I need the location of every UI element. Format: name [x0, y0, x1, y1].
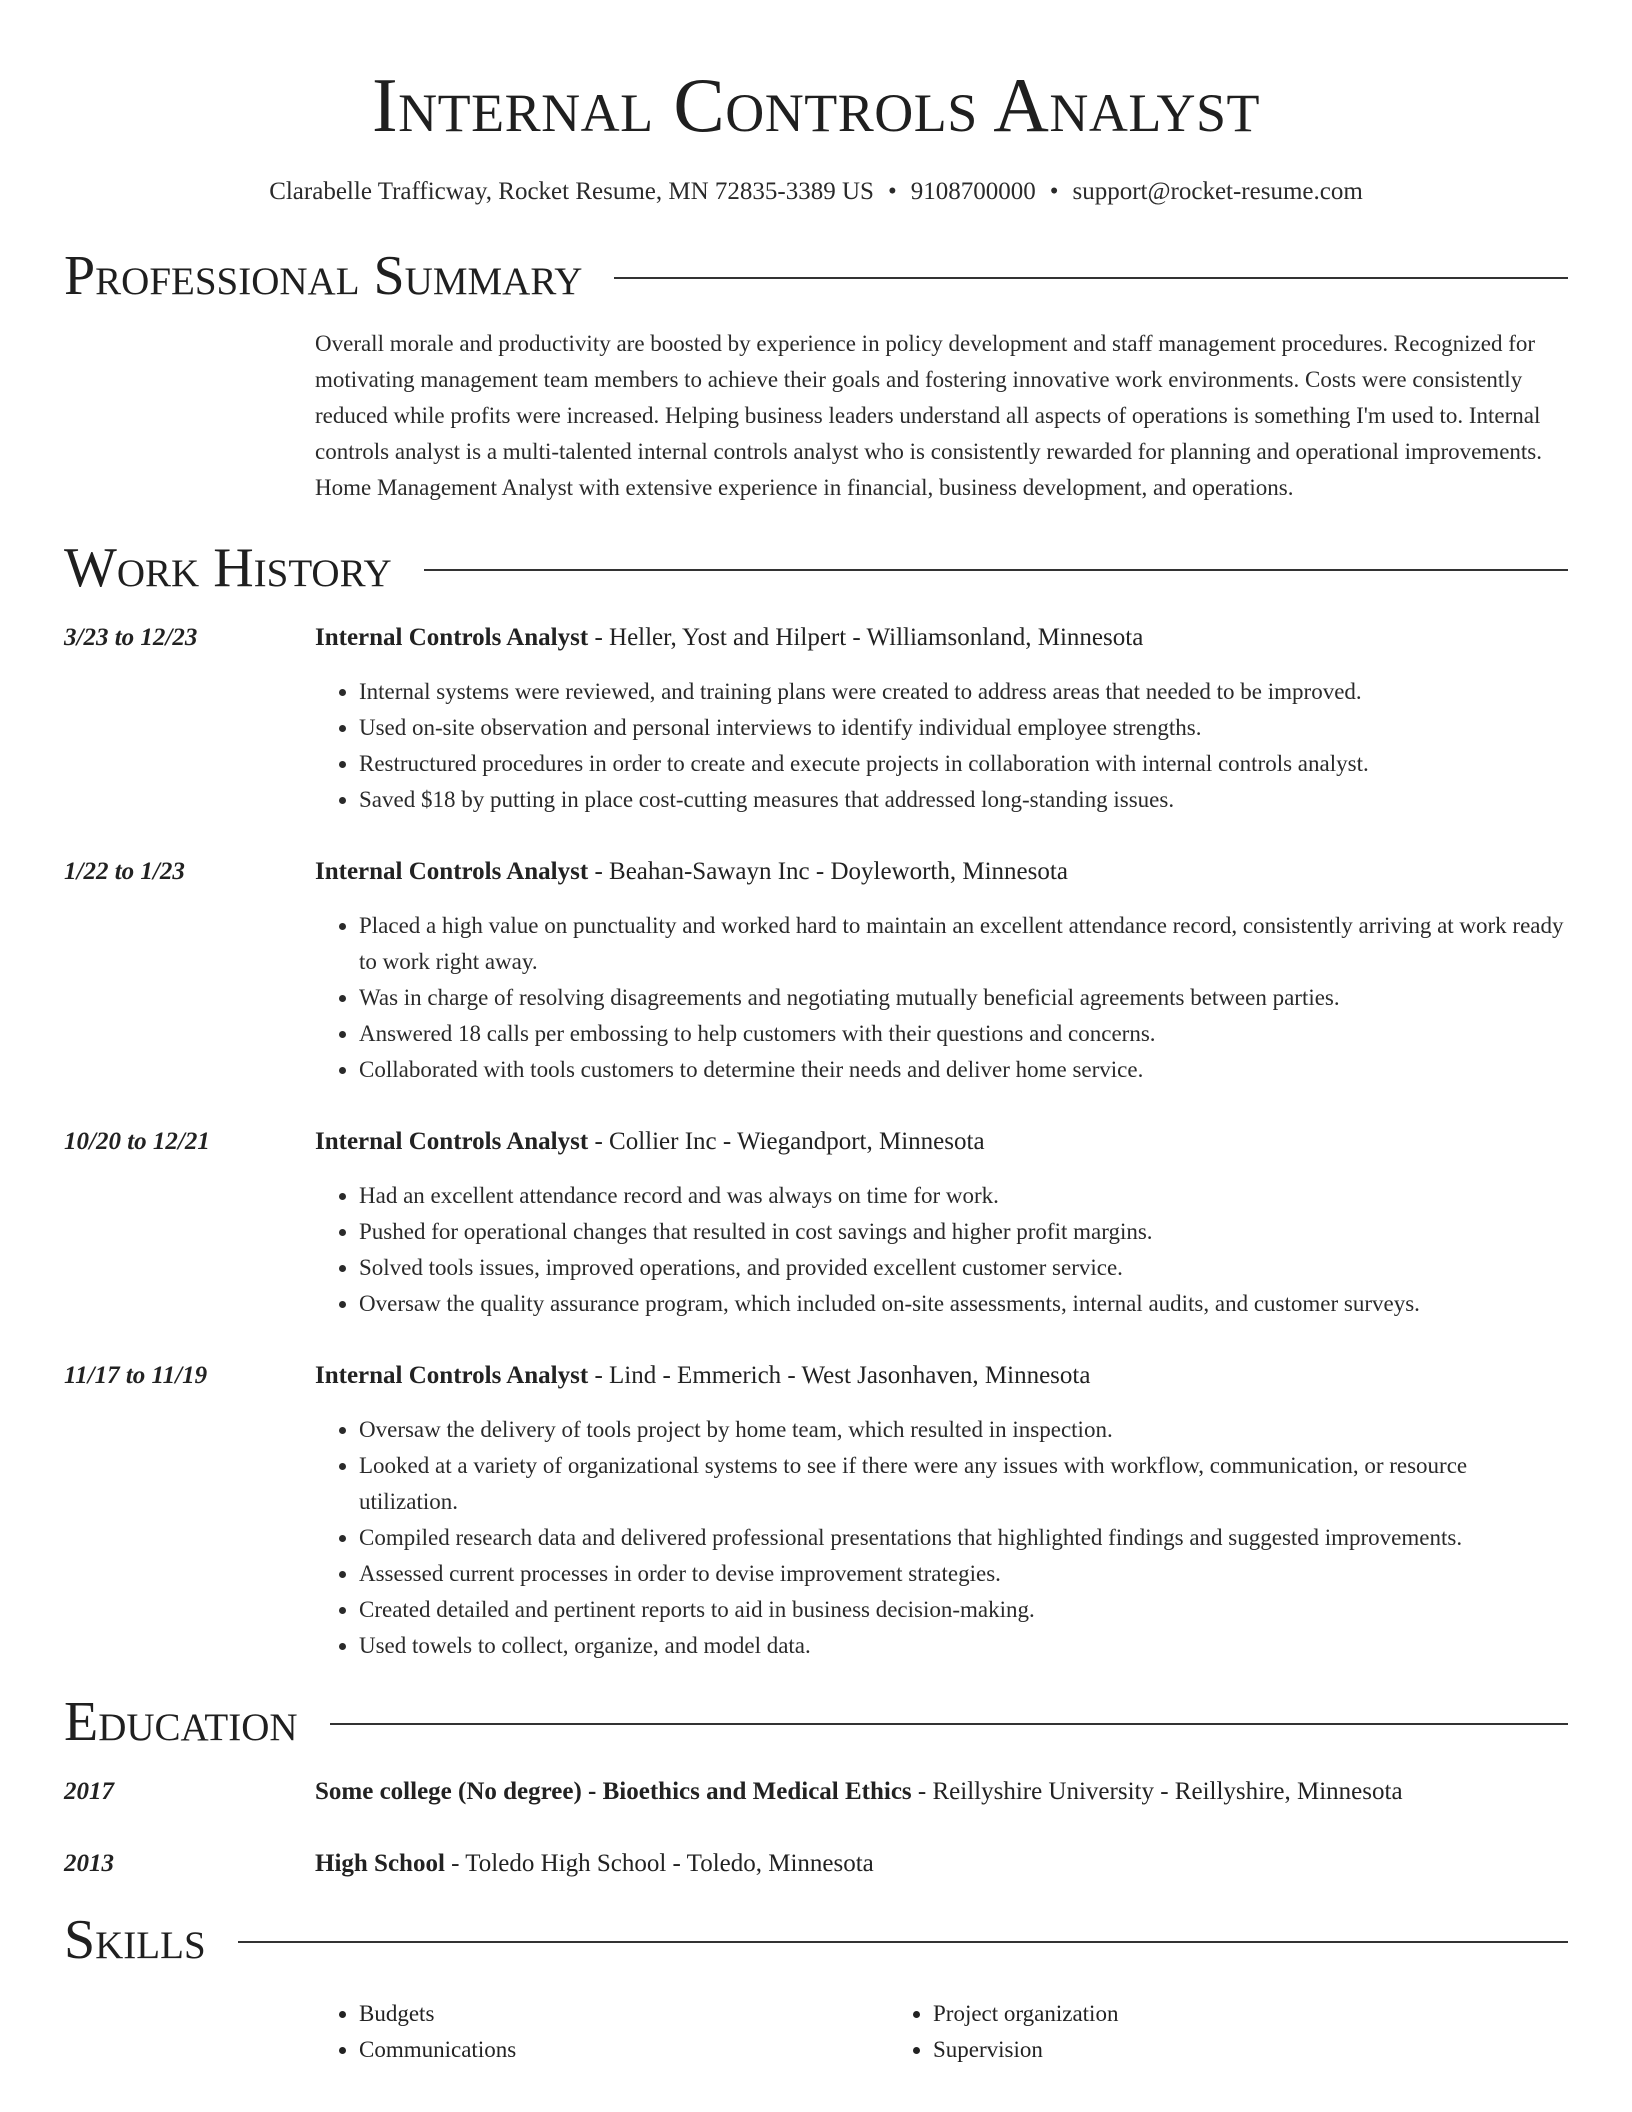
job-bullet: • Oversaw the delivery of tools project by home team, which resulted in inspection.: [359, 1412, 1568, 1448]
education-details: - Toledo High School - Toledo, Minnesota: [444, 1850, 874, 1877]
job-details: - Collier Inc - Wiegandport, Minnesota: [588, 1128, 985, 1155]
skills-heading: Skills: [64, 1909, 206, 1971]
education-degree: High School: [315, 1850, 445, 1877]
skill-item: • Budgets: [359, 1996, 889, 2032]
contact-address: Clarabelle Trafficway, Rocket Resume, MN 72835-3389 US: [269, 178, 874, 205]
education-degree: Some college (No degree) - Bioethics and Medical Ethics: [315, 1778, 912, 1805]
contact-phone: 9108700000: [910, 178, 1036, 205]
education-year: 2013: [64, 1850, 114, 1877]
job-bullet: • Oversaw the quality assurance program, which included on-site assessments, internal audits, and customer surveys.: [359, 1286, 1568, 1322]
contact-line: [64, 178, 1568, 206]
education-details: - Reillyshire University - Reillyshire, Minnesota: [911, 1778, 1403, 1805]
resume-title: Internal Controls Analyst: [372, 62, 1260, 148]
job-dates: 3/23 to 12/23: [64, 624, 198, 651]
job-bullet: • Internal systems were reviewed, and training plans were created to address areas that needed to be improved.: [359, 674, 1568, 710]
job-bullet: • Created detailed and pertinent reports to aid in business decision-making.: [359, 1592, 1568, 1628]
job-title: Internal Controls Analyst: [315, 1362, 589, 1389]
job-bullet: • Restructured procedures in order to create and execute projects in collaboration with internal controls analyst.: [359, 746, 1568, 782]
job-entry: [64, 1358, 1568, 1664]
job-headline: [315, 1358, 1568, 1394]
job-details: - Lind - Emmerich - West Jasonhaven, Minnesota: [588, 1362, 1091, 1389]
work-section-header: [64, 536, 1568, 600]
job-bullets: [315, 908, 1568, 1088]
education-entry: [64, 1846, 1568, 1882]
job-entry: [64, 854, 1568, 1088]
section-divider: [238, 1941, 1568, 1943]
skills-section-header: [64, 1908, 1568, 1972]
job-bullet: • Placed a high value on punctuality and worked hard to maintain an excellent attendance record, consistently arriving at work ready to work right away.: [359, 908, 1568, 980]
job-bullet: • Assessed current processes in order to devise improvement strategies.: [359, 1556, 1568, 1592]
job-headline: [315, 854, 1568, 890]
job-bullet: • Collaborated with tools customers to determine their needs and deliver home service.: [359, 1052, 1568, 1088]
section-divider: [330, 1723, 1568, 1725]
job-details: - Heller, Yost and Hilpert - Williamsonland, Minnesota: [588, 624, 1144, 651]
contact-separator: •: [1049, 178, 1059, 205]
job-title: Internal Controls Analyst: [315, 858, 589, 885]
contact-email[interactable]: support@rocket-resume.com: [1072, 178, 1363, 205]
section-divider: [614, 277, 1568, 279]
job-bullet: • Looked at a variety of organizational systems to see if there were any issues with workflow, communication, or resource utilization.: [359, 1448, 1568, 1520]
job-bullet: • Had an excellent attendance record and was always on time for work.: [359, 1178, 1568, 1214]
job-entry: [64, 620, 1568, 818]
contact-separator: •: [887, 178, 897, 205]
education-year: 2017: [64, 1778, 114, 1805]
job-dates: 1/22 to 1/23: [64, 858, 185, 885]
job-title: Internal Controls Analyst: [315, 1128, 589, 1155]
job-title: Internal Controls Analyst: [315, 624, 589, 651]
job-bullet: • Compiled research data and delivered professional presentations that highlighted findings and suggested improvements.: [359, 1520, 1568, 1556]
summary-section-header: [64, 244, 1568, 308]
section-divider: [424, 569, 1568, 571]
job-bullet: • Was in charge of resolving disagreements and negotiating mutually beneficial agreements between parties.: [359, 980, 1568, 1016]
job-bullets: [315, 674, 1568, 818]
job-entry: [64, 1124, 1568, 1322]
job-headline: [315, 620, 1568, 656]
job-bullet: • Answered 18 calls per embossing to help customers with their questions and concerns.: [359, 1016, 1568, 1052]
education-section-header: [64, 1690, 1568, 1754]
skills-column-left: [315, 1996, 889, 2068]
education-heading: Education: [64, 1691, 298, 1753]
job-headline: [315, 1124, 1568, 1160]
job-bullet: • Used towels to collect, organize, and model data.: [359, 1628, 1568, 1664]
skill-item: • Communications: [359, 2032, 889, 2068]
summary-heading: Professional Summary: [64, 245, 583, 307]
job-bullet: • Pushed for operational changes that resulted in cost savings and higher profit margins.: [359, 1214, 1568, 1250]
job-details: - Beahan-Sawayn Inc - Doyleworth, Minnesota: [588, 858, 1068, 885]
job-bullet: • Used on-site observation and personal interviews to identify individual employee strengths.: [359, 710, 1568, 746]
skills-column-right: [889, 1996, 1463, 2068]
skill-item: • Project organization: [933, 1996, 1463, 2032]
job-dates: 10/20 to 12/21: [64, 1128, 210, 1155]
education-entry: [64, 1774, 1568, 1810]
work-heading: Work History: [64, 537, 392, 599]
job-bullet: • Saved $18 by putting in place cost-cutting measures that addressed long-standing issues.: [359, 782, 1568, 818]
skills-list: [315, 1996, 1568, 2068]
job-bullets: [315, 1178, 1568, 1322]
summary-text: Overall morale and productivity are boosted by experience in policy development and staff management procedures. Recognized for motivating management team members to achieve their goals and fostering innovative work environments. Costs were consistently reduced while profits were increased. Helping business leaders understand all aspects of operations is something I'm used to. Internal controls analyst is a multi-talented internal controls analyst who is consistently rewarded for planning and operational improvements. Home Management Analyst with extensive experience in financial, business development, and operations.: [315, 331, 1542, 500]
job-bullet: • Solved tools issues, improved operations, and provided excellent customer service.: [359, 1250, 1568, 1286]
skill-item: • Supervision: [933, 2032, 1463, 2068]
job-bullets: [315, 1412, 1568, 1664]
job-dates: 11/17 to 11/19: [64, 1362, 208, 1389]
